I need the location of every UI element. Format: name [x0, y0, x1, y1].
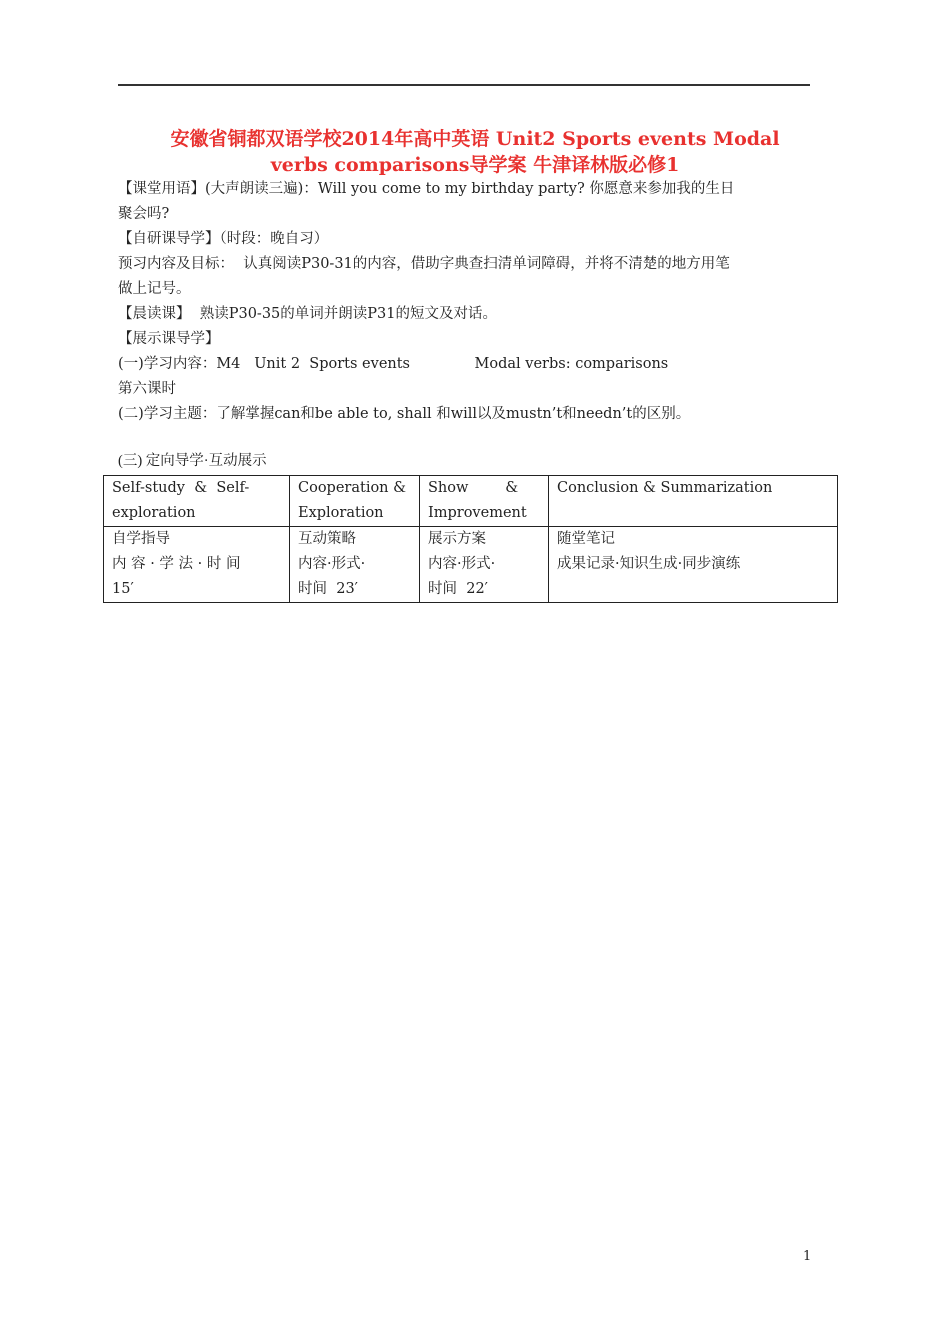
learning-topic-line: (二)学习主题：了解掌握can和be able to, shall 和will以及mustn’t和needn’t的区别。 — [118, 406, 691, 422]
classroom-phrase-line-cont: 聚会吗? — [118, 206, 170, 222]
document-title — [118, 126, 832, 178]
cell-text: 内容·形式· — [298, 556, 366, 572]
cell-text: 随堂笔记 — [557, 531, 615, 547]
cell-text: 自学指导 — [112, 531, 170, 547]
morning-reading-line: 【晨读课】 熟读P30-35的单词并朗读P31的短文及对话。 — [118, 306, 497, 322]
header-cell-text: Conclusion & Summarization — [557, 480, 773, 496]
cell-text: 成果记录·知识生成·同步演练 — [557, 556, 741, 572]
guided-learning-heading: (三) 定向导学·互动展示 — [118, 453, 267, 469]
classroom-phrase-line: 【课堂用语】(大声朗读三遍)：Will you come to my birthday party? 你愿意来参加我的生日 — [118, 181, 735, 197]
self-study-heading: 【自研课导学】（时段：晚自习） — [118, 231, 329, 247]
header-cell-text: Self-study & Self- — [112, 480, 250, 496]
title-line-2: verbs comparisons导学案 牛津译林版必修1 — [270, 154, 680, 176]
preview-goal-line-cont: 做上记号。 — [118, 281, 191, 297]
preview-goal-line: 预习内容及目标： 认真阅读P30-31的内容，借助字典查扫清单词障碍，并将不清楚的地方用笔 — [118, 256, 730, 272]
header-rule — [118, 84, 810, 86]
header-cell-conclusion — [549, 476, 838, 527]
cell-text: 15′ — [112, 581, 134, 597]
cell-text: 时间 22′ — [428, 581, 488, 597]
cell-text: 内容·形式· — [428, 556, 496, 572]
cell-class-notes — [549, 527, 838, 603]
cell-text: 互动策略 — [298, 531, 356, 547]
display-class-heading: 【展示课导学】 — [118, 331, 220, 347]
table-row — [104, 527, 838, 603]
header-cell-self-study — [104, 476, 290, 527]
lesson-table — [103, 475, 838, 603]
title-line-1: 安徽省铜都双语学校2014年高中英语 Unit2 Sports events Modal — [170, 128, 780, 150]
header-cell-text: exploration — [112, 505, 196, 521]
header-cell-text: Cooperation & — [298, 480, 407, 496]
document-body — [118, 177, 820, 474]
cell-display-plan — [420, 527, 549, 603]
cell-text: 展示方案 — [428, 531, 486, 547]
cell-text: 时间 23′ — [298, 581, 358, 597]
header-cell-cooperation — [290, 476, 420, 527]
page-number: 1 — [803, 1249, 812, 1264]
learning-content-line: (一)学习内容：M4 Unit 2 Sports events Modal verbs: comparisons — [118, 356, 669, 372]
cell-text: 内 容 · 学 法 · 时 间 — [112, 556, 241, 572]
cell-self-study-guide — [104, 527, 290, 603]
header-cell-show — [420, 476, 549, 527]
table-header-row — [104, 476, 838, 527]
header-cell-text: Show & — [428, 480, 519, 496]
cell-interaction-strategy — [290, 527, 420, 603]
lesson-number-line: 第六课时 — [118, 381, 176, 397]
header-cell-text: Improvement — [428, 505, 527, 521]
header-cell-text: Exploration — [298, 505, 384, 521]
